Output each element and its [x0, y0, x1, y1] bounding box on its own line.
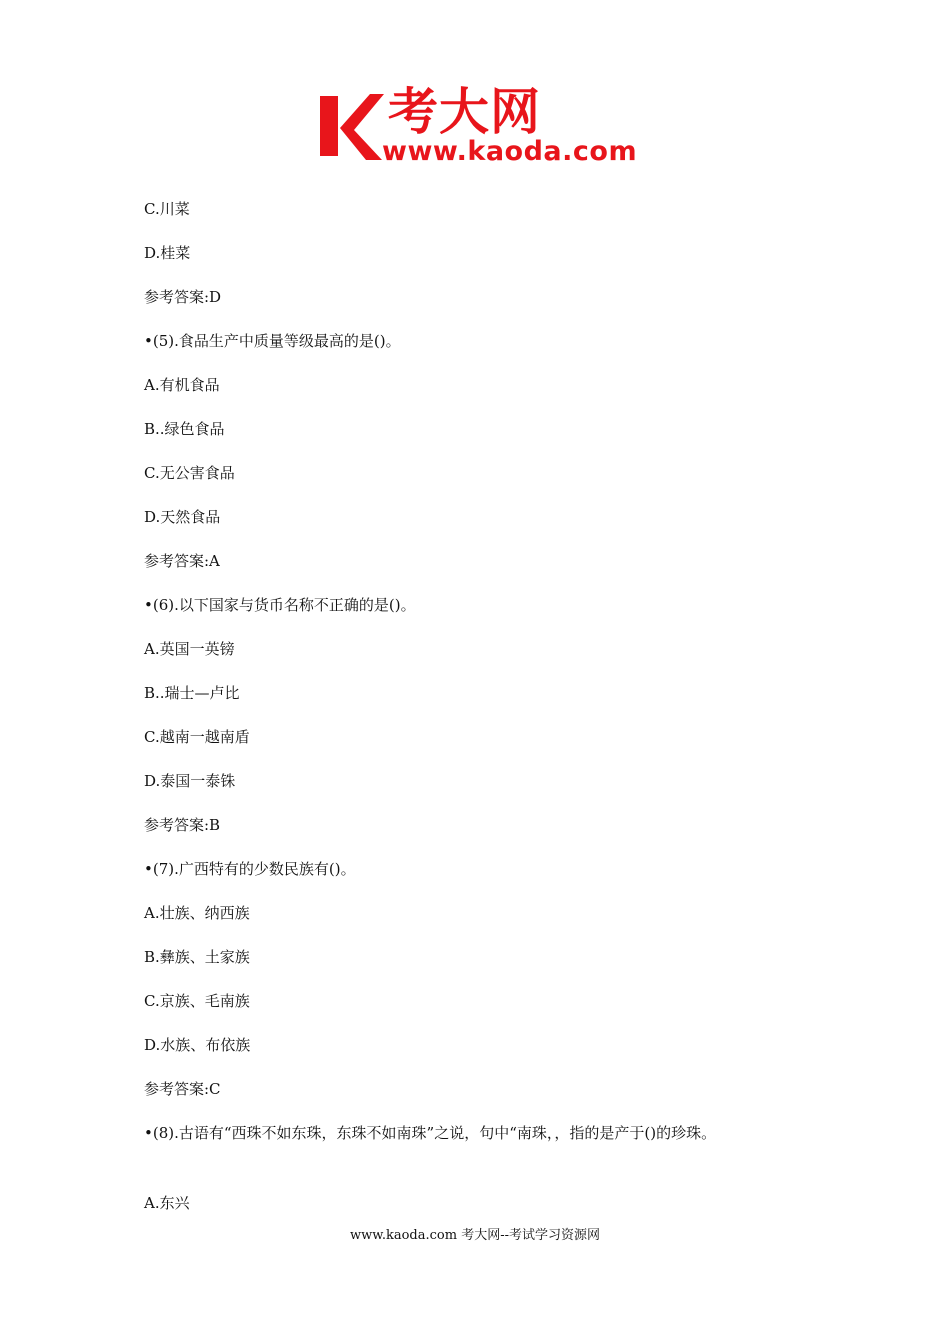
option-b: B..绿色食品: [144, 420, 225, 438]
option-c: C.无公害食品: [144, 464, 235, 482]
option-d: D.泰国一泰铢: [144, 772, 236, 790]
answer: 参考答案:D: [144, 288, 222, 306]
question-6: •(6).以下国家与货币名称不正确的是()。: [144, 596, 416, 614]
option-d: D.天然食品: [144, 508, 221, 526]
option-a: A.东兴: [144, 1194, 190, 1212]
option-a: A.壮族、纳西族: [144, 904, 250, 922]
option-d: D.桂菜: [144, 244, 191, 262]
logo-title: 考大网: [388, 83, 541, 141]
kaoda-logo: [318, 84, 638, 170]
option-a: A.英国一英镑: [144, 640, 235, 658]
option-a: A.有机食品: [144, 376, 220, 394]
option-c: C.越南一越南盾: [144, 728, 250, 746]
question-5: •(5).食品生产中质量等级最高的是()。: [144, 332, 401, 350]
question-content: [144, 198, 844, 1236]
answer: 参考答案:A: [144, 552, 220, 570]
question-8: •(8).古语有“西珠不如东珠，东珠不如南珠”之说，句中“南珠，，指的是产于()的珍珠。: [144, 1124, 717, 1142]
option-b: B..瑞士—卢比: [144, 684, 240, 702]
option-b: B.彝族、土家族: [144, 948, 250, 966]
answer: 参考答案:B: [144, 816, 221, 834]
option-c: C.京族、毛南族: [144, 992, 250, 1010]
answer: 参考答案:C: [144, 1080, 221, 1098]
page-footer: www.kaoda.com 考大网--考试学习资源网: [350, 1228, 600, 1243]
option-d: D.水族、布依族: [144, 1036, 251, 1054]
option-c: C.川菜: [144, 200, 190, 218]
k-logo-icon: [318, 84, 388, 164]
logo-url: www.kaoda.com: [382, 136, 638, 167]
question-7: •(7).广西特有的少数民族有()。: [144, 860, 356, 878]
